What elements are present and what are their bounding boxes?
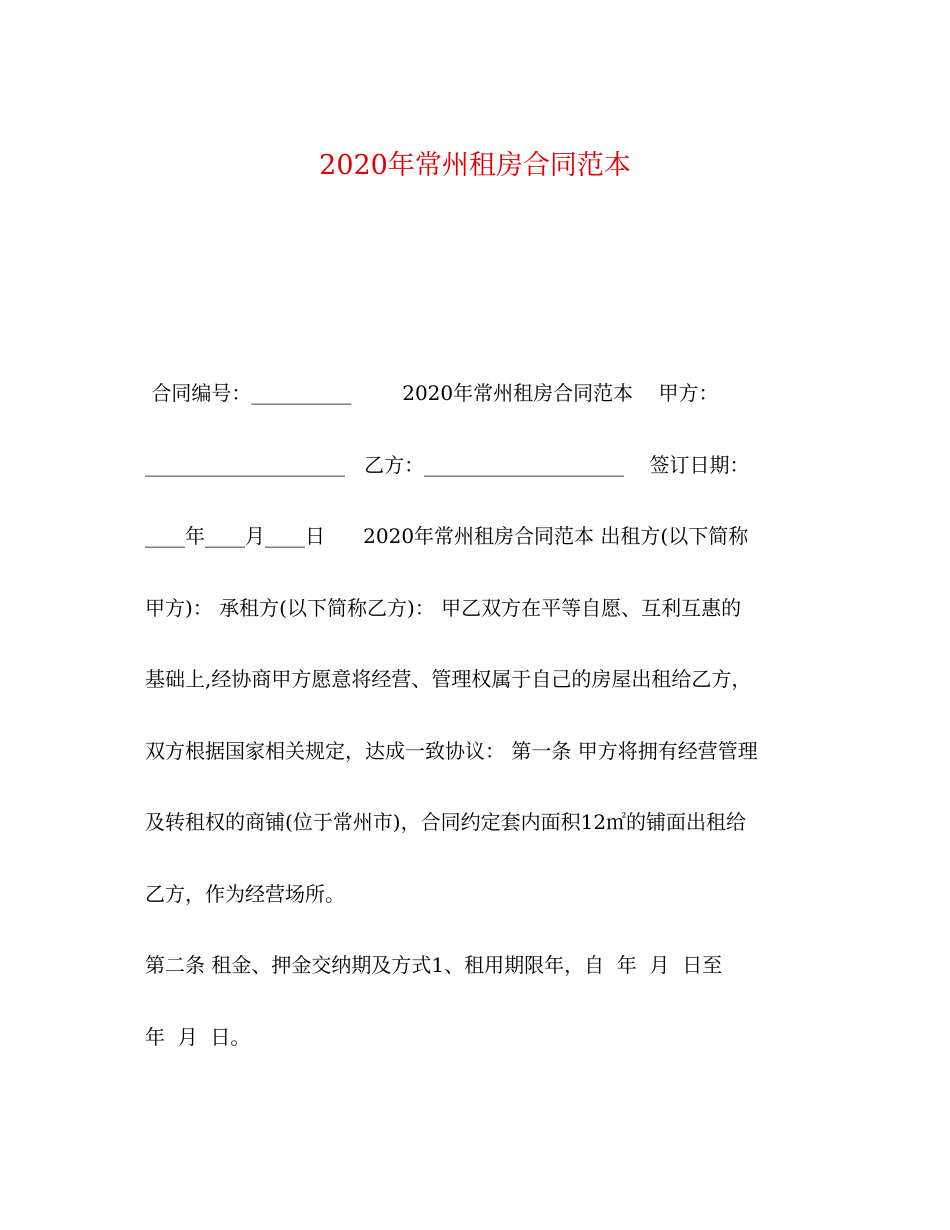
contract-number-line: 合同编号：__________ 2020年常州租房合同范本 甲方： — [145, 381, 719, 405]
lease-end-date-line: 年 月 日。 — [145, 1025, 251, 1049]
article-one-line: 双方根据国家相关规定，达成一致协议： 第一条 甲方将拥有经营管理 — [145, 739, 758, 763]
property-description-line: 及转租权的商铺(位于常州市)，合同约定套内面积12㎡的铺面出租给 — [145, 810, 747, 834]
property-purpose-line: 乙方，作为经营场所。 — [145, 882, 345, 906]
date-lessor-line: ____年____月____日 2020年常州租房合同范本 出租方(以下简称 — [145, 524, 749, 548]
document-title: 2020年常州租房合同范本 — [319, 150, 631, 181]
party-b-signing-date-line: ____________________ 乙方：____________________ 签订日期： — [145, 453, 750, 477]
agreement-basis-line: 基础上,经协商甲方愿意将经营、管理权属于自己的房屋出租给乙方， — [145, 667, 752, 691]
article-two-line: 第二条 租金、押金交纳期及方式1、租用期限年，自 年 月 日至 — [145, 953, 723, 977]
parties-preamble-line: 甲方)： 承租方(以下简称乙方)： 甲乙双方在平等自愿、互利互惠的 — [145, 596, 742, 620]
